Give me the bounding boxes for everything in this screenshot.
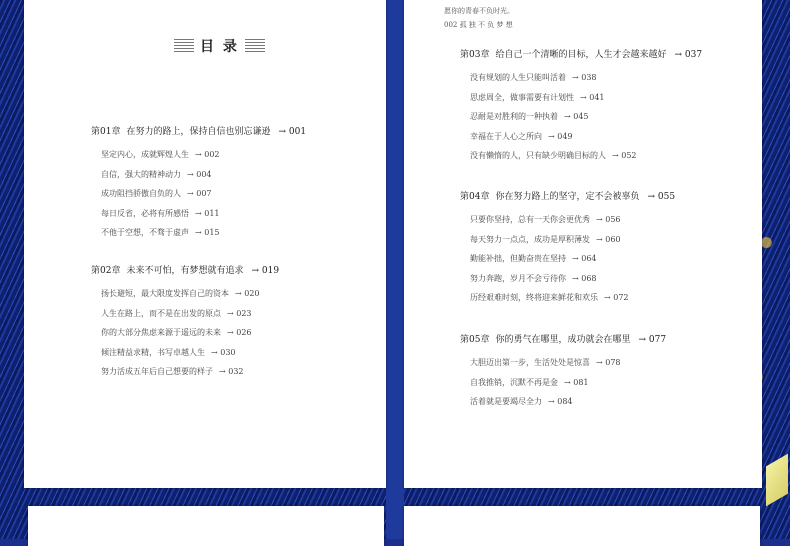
toc-item-title: 历经艰难时刻，终将迎来鲜花和欢乐 (470, 293, 598, 302)
toc-item-title: 自我推销，沉默不再是金 (470, 377, 558, 387)
toc-item (101, 347, 236, 358)
chapter-title: 你的勇气在哪里，成功就会在哪里 (495, 335, 631, 345)
toc-item (470, 273, 597, 284)
toc-item-page: → 052 (612, 151, 637, 160)
toc-item-page: → 084 (548, 397, 573, 406)
chapter-heading (91, 263, 279, 276)
toc-item-page: → 045 (564, 112, 589, 121)
toc-item (470, 377, 589, 388)
toc-item (101, 169, 212, 180)
toc-item-title: 努力奔跑，岁月不会亏待你 (470, 273, 566, 283)
chapter-number: 第01章 (91, 127, 121, 137)
chapter-title: 在努力的路上，保持自信也别忘谦逊 (126, 127, 271, 137)
toc-item (470, 396, 573, 407)
toc-item-title: 每天努力一点点，成功是厚积薄发 (470, 234, 590, 244)
toc-item (101, 149, 220, 160)
toc-item (470, 292, 629, 303)
toc-item-title: 每日反省，必将有所感悟 (101, 208, 189, 218)
toc-item-page: → 007 (187, 189, 212, 198)
next-page-right (404, 506, 760, 546)
left-page (24, 0, 386, 488)
toc-item-page: → 020 (235, 289, 260, 298)
chapter-page: → 019 (251, 266, 280, 276)
toc-item-title: 勤能补拙，但勤奋贵在坚持 (470, 254, 566, 263)
toc-item-title: 倾注精益求精，书写卓越人生 (101, 347, 205, 357)
toc-item-title: 不他于空想，不骛于虚声 (101, 228, 189, 237)
toc-item-page: → 056 (596, 215, 621, 224)
chapter-number: 第03章 (460, 50, 490, 60)
toc-item (101, 188, 212, 199)
toc-item (101, 227, 220, 238)
toc-item (101, 366, 244, 377)
chapter-heading (460, 189, 675, 202)
toc-item (470, 234, 621, 245)
toc-item (470, 72, 597, 83)
toc-item-page: → 011 (195, 208, 220, 218)
toc-item-page: → 002 (195, 150, 220, 159)
toc-item-page: → 081 (564, 377, 589, 387)
page-header-running-title: 002 孤 独 不 负 梦 想 (444, 21, 513, 29)
toc-item-title: 你的大部分焦虑来源于遥远的未来 (101, 328, 221, 337)
chapter-number: 第04章 (460, 192, 490, 202)
toc-item-title: 只要你坚持，总有一天你会更优秀 (470, 215, 590, 224)
toc-item (101, 327, 252, 338)
toc-item (470, 214, 621, 225)
toc-title-text: 目 录 (200, 39, 239, 55)
toc-item-title: 努力活成五年后自己想要的样子 (101, 367, 213, 376)
toc-item (101, 288, 260, 299)
toc-item (470, 111, 589, 122)
chapter-page: → 037 (674, 50, 703, 60)
chapter-heading (460, 332, 666, 345)
chapter-title: 未来不可怕，有梦想就有追求 (126, 266, 244, 276)
toc-item-title: 自信，强大的精神动力 (101, 169, 181, 179)
toc-item-page: → 026 (227, 328, 252, 337)
chapter-page: → 001 (278, 127, 307, 137)
toc-item-page: → 049 (548, 131, 573, 141)
chapter-title: 给自己一个清晰的目标，人生才会越来越好 (495, 50, 667, 60)
toc-item (470, 357, 621, 368)
toc-item-title: 思虑周全，做事需要有计划性 (470, 92, 574, 102)
page-header-quote: 愿你的青春不负时光。 (444, 7, 514, 15)
toc-item-page: → 038 (572, 73, 597, 82)
toc-item (470, 92, 605, 103)
toc-item-page: → 015 (195, 228, 220, 237)
toc-item-title: 没有懒惰的人，只有缺少明确目标的人 (470, 151, 606, 160)
toc-item-page: → 041 (580, 92, 605, 102)
toc-item (470, 150, 637, 161)
toc-item-title: 没有规划的人生只能叫活着 (470, 73, 566, 82)
toc-item-title: 扬长避短，最大限度发挥自己的资本 (101, 289, 229, 298)
chapter-heading (460, 47, 702, 60)
chapter-page: → 055 (647, 192, 676, 202)
toc-item (101, 308, 252, 319)
page-gutter (386, 0, 404, 539)
toc-item (101, 208, 220, 219)
right-page (404, 0, 762, 488)
toc-item-title: 人生在路上，而不是在出发的原点 (101, 308, 221, 318)
toc-item-page: → 078 (596, 358, 621, 367)
toc-item-title: 忍耐是对胜利的一种执着 (470, 112, 558, 121)
title-lines-icon (174, 39, 194, 53)
chapter-page: → 077 (638, 335, 667, 345)
toc-item-page: → 068 (572, 273, 597, 283)
next-page-left (28, 506, 384, 546)
toc-title (174, 36, 265, 56)
toc-item-page: → 023 (227, 308, 252, 318)
title-lines-icon (245, 39, 265, 53)
chapter-heading (91, 124, 306, 137)
toc-item-title: 幸福在于人心之所向 (470, 131, 542, 141)
chapter-number: 第02章 (91, 266, 121, 276)
chapter-number: 第05章 (460, 335, 490, 345)
toc-item-title: 大胆迈出第一步，生活处处是惊喜 (470, 358, 590, 367)
toc-item-title: 活着就是要竭尽全力 (470, 397, 542, 406)
toc-item-page: → 004 (187, 169, 212, 179)
chapter-title: 你在努力路上的坚守，定不会被辜负 (495, 192, 640, 202)
toc-item-title: 坚定内心，成就辉煌人生 (101, 150, 189, 159)
toc-item-page: → 072 (604, 293, 629, 302)
toc-item-page: → 060 (596, 234, 621, 244)
toc-item (470, 253, 597, 264)
toc-item-page: → 030 (211, 347, 236, 357)
toc-item-title: 成功阻挡骄傲自负的人 (101, 189, 181, 198)
toc-item (470, 131, 573, 142)
toc-item-page: → 032 (219, 367, 244, 376)
toc-item-page: → 064 (572, 254, 597, 263)
